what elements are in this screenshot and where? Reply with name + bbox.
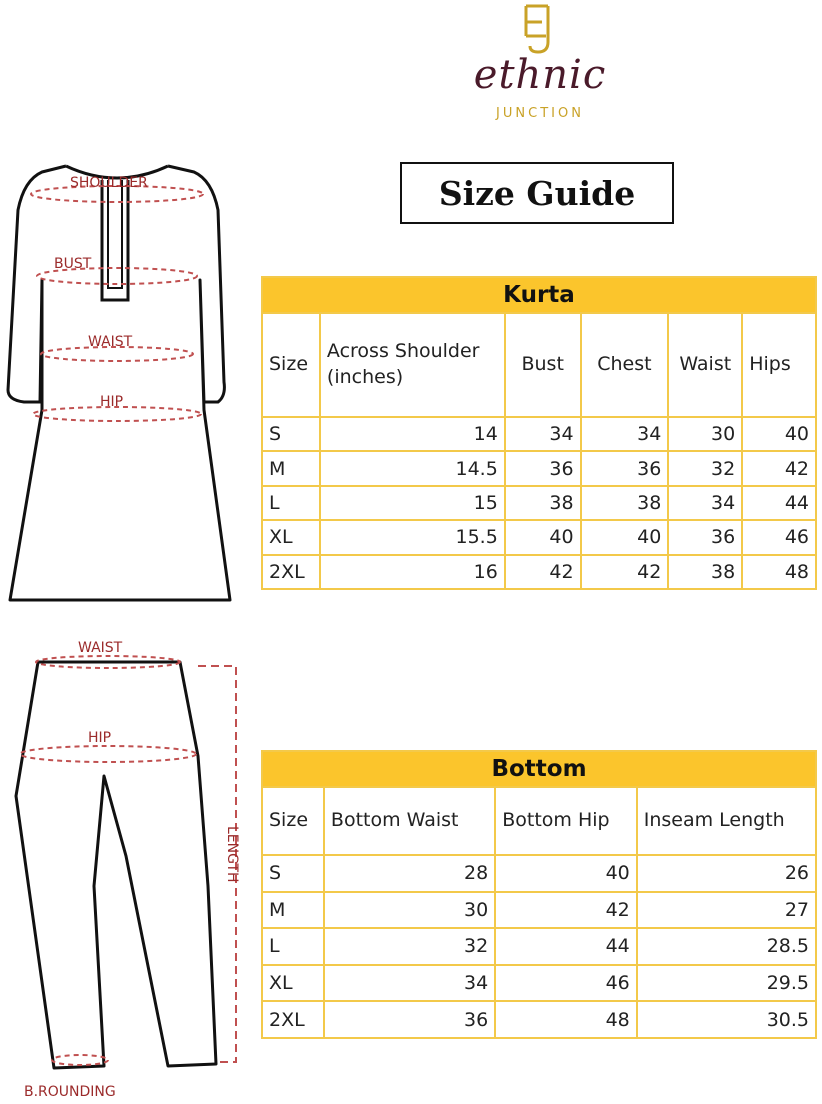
size-cell: L: [262, 928, 324, 965]
size-cell: S: [262, 855, 324, 892]
bottom-size-table: [261, 750, 817, 1039]
measurement-cell: 44: [742, 486, 816, 520]
measurement-cell: 42: [581, 555, 669, 589]
column-header: Size: [262, 787, 324, 855]
column-header: Bust: [505, 313, 581, 417]
measurement-cell: 29.5: [637, 965, 816, 1002]
size-cell: S: [262, 417, 320, 451]
column-header: Inseam Length: [637, 787, 816, 855]
size-cell: 2XL: [262, 555, 320, 589]
bottom-hip-label: HIP: [88, 730, 112, 746]
bottom-heading: Bottom: [262, 751, 816, 787]
shoulder-label: SHOULDER: [70, 175, 148, 191]
table-row: [262, 486, 816, 520]
measurement-cell: 14.5: [320, 451, 505, 485]
measurement-cell: 40: [505, 520, 581, 554]
page-title: Size Guide: [438, 173, 636, 213]
measurement-cell: 34: [668, 486, 742, 520]
measurement-cell: 40: [581, 520, 669, 554]
size-cell: XL: [262, 520, 320, 554]
measurement-cell: 15.5: [320, 520, 505, 554]
size-cell: L: [262, 486, 320, 520]
brand-logo: [470, 0, 610, 130]
measurement-cell: 46: [742, 520, 816, 554]
size-cell: XL: [262, 965, 324, 1002]
measurement-cell: 28.5: [637, 928, 816, 965]
measurement-cell: 48: [495, 1001, 637, 1038]
kurta-size-table: [261, 276, 817, 590]
measurement-cell: 42: [495, 892, 637, 929]
measurement-cell: 34: [324, 965, 495, 1002]
logo-wordmark: ethnic: [473, 52, 607, 98]
length-label: LENGTH: [224, 826, 240, 883]
size-cell: M: [262, 451, 320, 485]
logo-subtitle: JUNCTION: [496, 106, 584, 121]
measurement-cell: 40: [742, 417, 816, 451]
measurement-cell: 42: [505, 555, 581, 589]
hip-label: HIP: [100, 394, 124, 410]
table-row: [262, 1001, 816, 1038]
measurement-cell: 48: [742, 555, 816, 589]
size-cell: M: [262, 892, 324, 929]
measurement-cell: 46: [495, 965, 637, 1002]
measurement-cell: 30: [668, 417, 742, 451]
table-row: [262, 417, 816, 451]
measurement-cell: 38: [668, 555, 742, 589]
measurement-cell: 44: [495, 928, 637, 965]
measurement-cell: 36: [581, 451, 669, 485]
kurta-rows: [262, 417, 816, 589]
column-header: Waist: [668, 313, 742, 417]
measurement-cell: 16: [320, 555, 505, 589]
monogram-icon: [518, 2, 562, 58]
table-row: [262, 965, 816, 1002]
measurement-cell: 38: [581, 486, 669, 520]
column-header: Chest: [581, 313, 669, 417]
bust-label: BUST: [54, 256, 92, 272]
table-row: [262, 892, 816, 929]
column-header: Across Shoulder (inches): [320, 313, 505, 417]
table-row: [262, 928, 816, 965]
measurement-cell: 42: [742, 451, 816, 485]
table-row: [262, 451, 816, 485]
measurement-cell: 36: [324, 1001, 495, 1038]
measurement-cell: 30.5: [637, 1001, 816, 1038]
measurement-cell: 26: [637, 855, 816, 892]
measurement-cell: 36: [668, 520, 742, 554]
measurement-cell: 32: [324, 928, 495, 965]
measurement-cell: 28: [324, 855, 495, 892]
waist-label: WAIST: [88, 334, 133, 350]
b-rounding-label: B.ROUNDING: [24, 1084, 116, 1100]
column-header: Bottom Hip: [495, 787, 637, 855]
table-row: [262, 520, 816, 554]
column-header: Bottom Waist: [324, 787, 495, 855]
kurta-figure: [4, 160, 234, 609]
measurement-cell: 14: [320, 417, 505, 451]
bottom-rows: [262, 855, 816, 1038]
measurement-cell: 27: [637, 892, 816, 929]
column-header: Hips: [742, 313, 816, 417]
measurement-cell: 30: [324, 892, 495, 929]
measurement-cell: 32: [668, 451, 742, 485]
column-header: Size: [262, 313, 320, 417]
measurement-cell: 38: [505, 486, 581, 520]
measurement-cell: 40: [495, 855, 637, 892]
measurement-cell: 15: [320, 486, 505, 520]
page-title-box: [400, 162, 674, 224]
kurta-heading: Kurta: [262, 277, 816, 313]
table-row: [262, 555, 816, 589]
measurement-cell: 34: [505, 417, 581, 451]
table-row: [262, 855, 816, 892]
measurement-cell: 34: [581, 417, 669, 451]
measurement-cell: 36: [505, 451, 581, 485]
bottom-waist-label: WAIST: [78, 640, 123, 656]
bottom-figure: [8, 636, 258, 1104]
size-cell: 2XL: [262, 1001, 324, 1038]
